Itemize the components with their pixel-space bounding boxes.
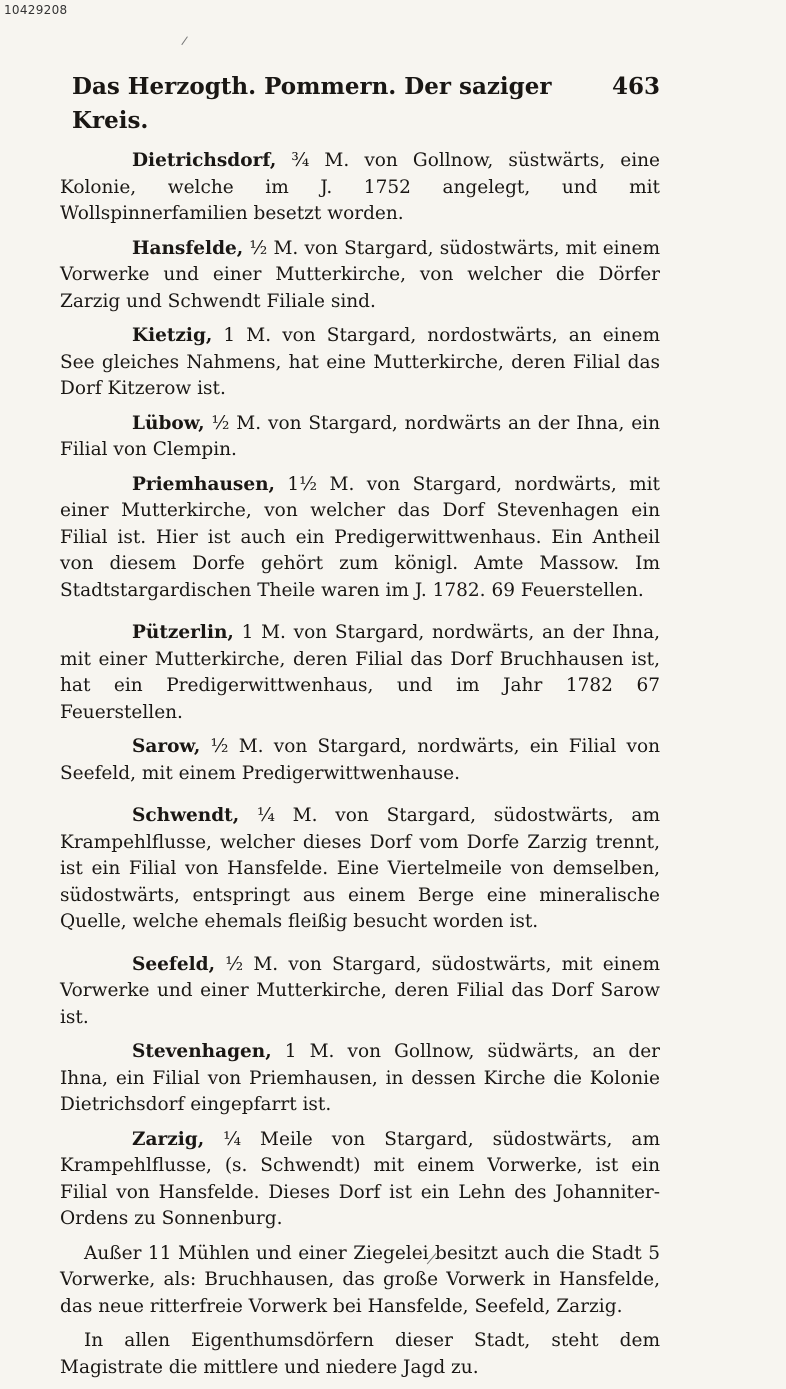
running-head [72, 70, 660, 138]
closing-paragraph: In allen Eigenthumsdörfern dieser Stadt, steht dem Magistrate die mittlere und niedere Jagd zu. [60, 1330, 660, 1378]
entry-seefeld [60, 952, 660, 1032]
entry-priemhausen [60, 472, 660, 605]
entry-lemma: Seefeld, [132, 953, 216, 975]
entry-text: ¼ Meile von Stargard, südostwärts, am Krampehlflusse, (s. Schwendt) mit einem Vorwerke, ist ein Filial von Hansfelde. Dieses Dorf ist ein Lehn des Johanniter-Ordens zu Sonnenburg. [60, 1128, 660, 1229]
entry-text: 1 M. von Stargard, nordwärts, an der Ihna, mit einer Mutterkirche, deren Filial das Dorf Bruchhausen ist, hat ein Predigerwittwenhaus, und im Jahr 1782 67 Feuerstellen. [60, 622, 660, 723]
entry-dietrichsdorf [60, 148, 660, 228]
entry-text: 1 M. von Stargard, nordostwärts, an einem See gleiches Nahmens, hat eine Mutterkirche, deren Filial das Dorf Kitzerow ist. [60, 325, 660, 399]
entry-lemma: Priemhausen, [132, 473, 275, 495]
page-number: 463 [611, 73, 660, 100]
entry-text: 1 M. von Gollnow, südwärts, an der Ihna, ein Filial von Priemhausen, in dessen Kirche die Kolonie Dietrichsdorf eingepfarrt ist. [60, 1041, 660, 1115]
entry-schwendt [60, 803, 660, 936]
entry-text: ½ M. von Stargard, südostwärts, mit einem Vorwerke und einer Mutterkirche, deren Filial das Dorf Sarow ist. [60, 953, 660, 1028]
entry-puetzerlin [60, 620, 660, 726]
entry-lemma: Zarzig, [132, 1128, 205, 1150]
entry-hansfelde [60, 236, 660, 316]
entry-lemma: Dietrichsdorf, [132, 150, 277, 171]
closing-paragraph: Außer 11 Mühlen und einer Ziegelei besitzt auch die Stadt 5 Vorwerke, als: Bruchhausen, das große Vorwerk in Hansfelde, das neue ritterfreie Vorwerk bei Hansfelde, Seefeld, Zarzig. [60, 1242, 660, 1317]
entry-stevenhagen [60, 1039, 660, 1119]
entry-text: 1½ M. von Stargard, nordwärts, mit einer Mutterkirche, von welcher das Dorf Stevenhagen ein Filial ist. Hier ist auch ein Predigerwittwenhaus. Ein Antheil von diesem Dorfe gehört zum königl. Amte Massow. Im Stadtstargardischen Theile waren im J. 1782. 69 Feuerstellen. [60, 473, 660, 601]
entry-text: ½ M. von Stargard, südostwärts, mit einem Vorwerke und einer Mutterkirche, von welcher die Dörfer Zarzig und Schwendt Filiale sind. [60, 237, 660, 312]
entry-text: ½ M. von Stargard, nordwärts an der Ihna, ein Filial von Clempin. [60, 412, 660, 460]
entry-text: ½ M. von Stargard, nordwärts, ein Filial von Seefeld, mit einem Predigerwittwenhause. [60, 736, 660, 784]
running-title: Das Herzogth. Pommern. Der saziger Kreis. [72, 73, 552, 134]
entry-sarow [60, 734, 660, 787]
entry-text: ¼ M. von Stargard, südostwärts, am Krampehlflusse, welcher dieses Dorf vom Dorfe Zarzig trennt, ist ein Filial von Hansfelde. Eine Viertelmeile von demselben, südostwärts, entspringt aus einem Berge eine mineralische Quelle, welche ehemals fleißig besucht worden ist. [60, 805, 660, 932]
entry-lemma: Sarow, [132, 736, 201, 757]
entry-text: ¾ M. von Gollnow, süstwärts, eine Kolonie, welche im J. 1752 angelegt, und mit Wollspinnerfamilien besetzt worden. [60, 150, 660, 224]
entry-lemma: Hansfelde, [132, 237, 244, 259]
stray-pen-mark [181, 36, 188, 45]
entry-lemma: Pützerlin, [132, 622, 234, 643]
book-page [60, 70, 660, 1389]
entry-lemma: Schwendt, [132, 805, 240, 826]
entry-luebow [60, 411, 660, 464]
entry-lemma: Stevenhagen, [132, 1041, 272, 1062]
entry-zarzig [60, 1127, 660, 1233]
scan-id-label: 10429208 [4, 3, 68, 17]
entry-lemma: Kietzig, [132, 325, 213, 346]
entry-lemma: Lübow, [132, 412, 205, 434]
entry-kietzig [60, 323, 660, 403]
